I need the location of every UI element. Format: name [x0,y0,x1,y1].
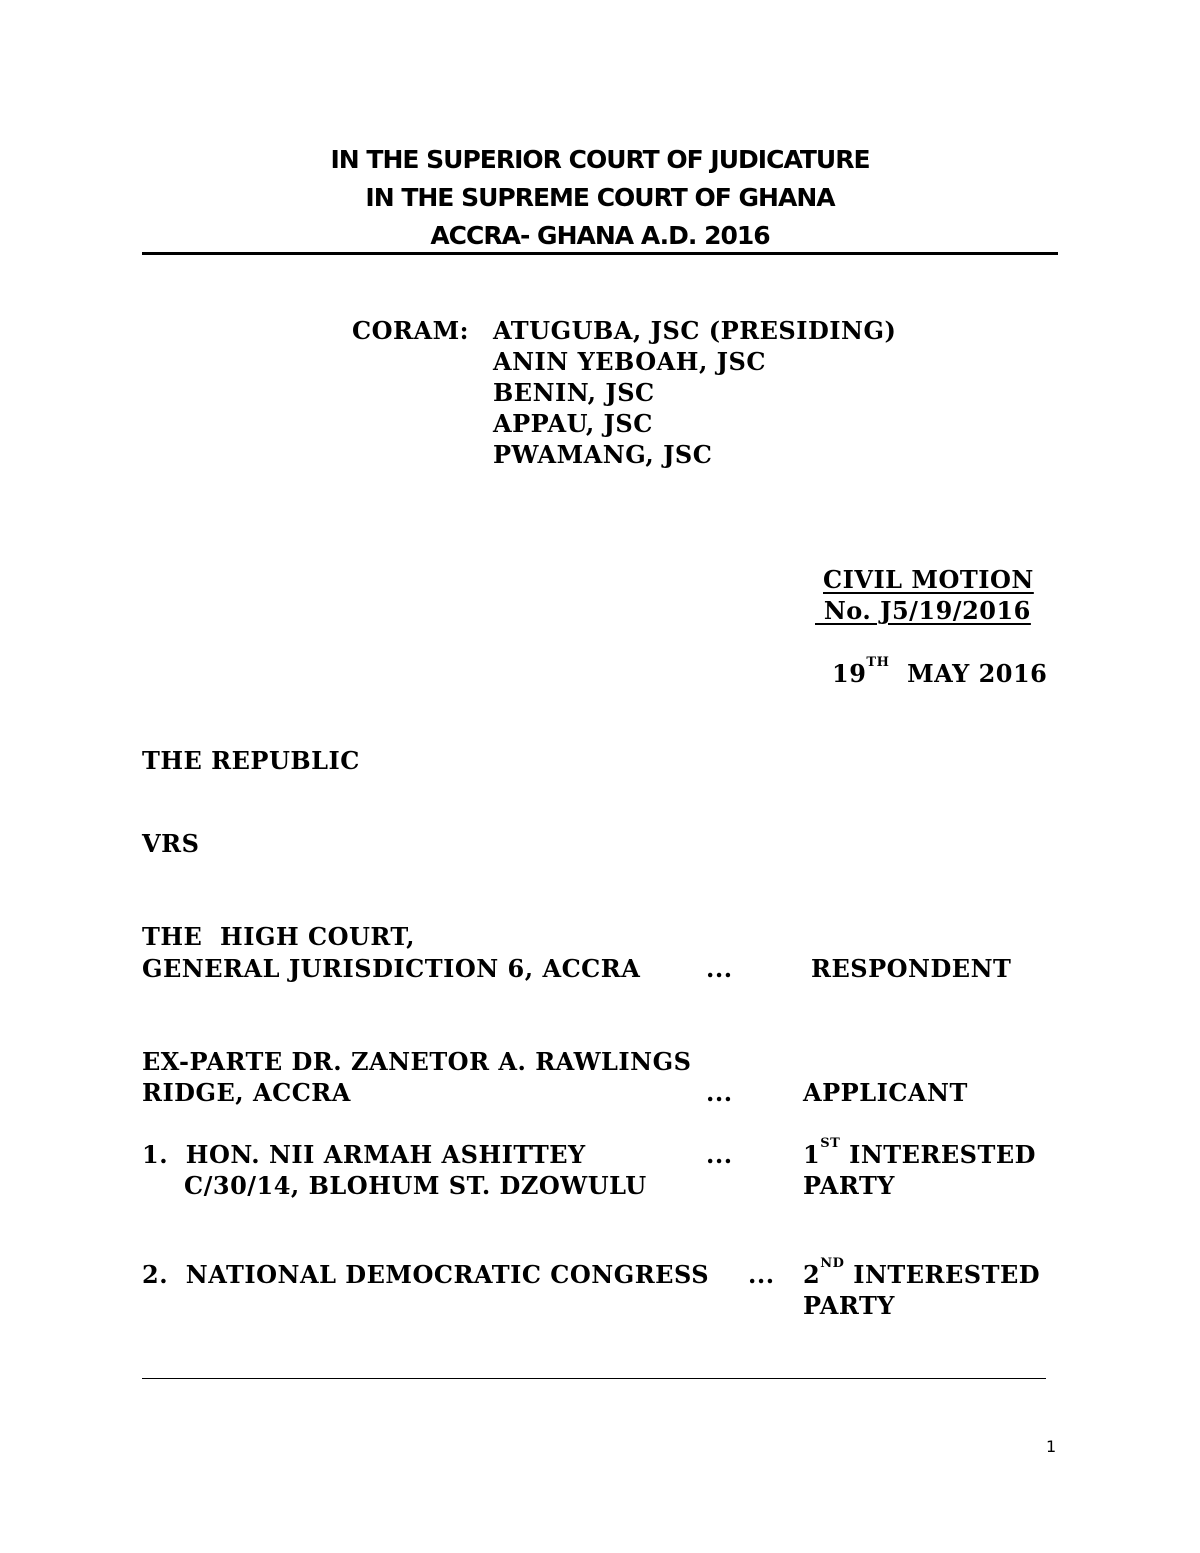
header-rule [142,252,1058,255]
interested-party-1-role: 1ST INTERESTED [803,1136,1036,1169]
interested-party-1-role-line-2: PARTY [803,1171,895,1200]
applicant-address: RIDGE, ACCRA [142,1078,351,1107]
closing-rule [142,1378,1046,1379]
court-header-line-3: ACCRA- GHANA A.D. 2016 [430,221,770,250]
coram-judge-3: BENIN, JSC [493,378,655,407]
respondent-dots: ... [706,954,733,983]
interested-party-1-dots: ... [706,1140,733,1169]
versus-label: VRS [142,829,200,858]
page-number: 1 [1046,1437,1057,1456]
coram-label: CORAM: [352,316,469,345]
respondent-role: RESPONDENT [811,954,1012,983]
applicant-name: EX-PARTE DR. ZANETOR A. RAWLINGS [142,1047,692,1076]
party-the-republic: THE REPUBLIC [142,746,360,775]
case-number: No. J5/19/2016 [815,596,1031,625]
applicant-dots: ... [706,1078,733,1107]
coram-judge-5: PWAMANG, JSC [493,440,713,469]
coram-judge-2: ANIN YEBOAH, JSC [493,347,766,376]
respondent-name: THE HIGH COURT, [142,922,416,951]
court-header-line-2: IN THE SUPREME COURT OF GHANA [365,183,835,212]
respondent-jurisdiction: GENERAL JURISDICTION 6, ACCRA [142,954,641,983]
court-header-line-1: IN THE SUPERIOR COURT OF JUDICATURE [330,145,870,174]
civil-motion-label: CIVIL MOTION [823,565,1034,594]
interested-party-2-role-line-2: PARTY [803,1291,895,1320]
coram-judge-4: APPAU, JSC [493,409,653,438]
applicant-role: APPLICANT [803,1078,968,1107]
interested-party-1-name: 1. HON. NII ARMAH ASHITTEY [142,1140,586,1169]
interested-party-1-address: C/30/14, BLOHUM ST. DZOWULU [184,1171,647,1200]
hearing-date: 19TH MAY 2016 [832,655,1048,688]
interested-party-2-dots: ... [748,1260,775,1289]
interested-party-2-role: 2ND INTERESTED [803,1256,1041,1289]
coram-judge-1: ATUGUBA, JSC (PRESIDING) [493,316,897,345]
interested-party-2-name: 2. NATIONAL DEMOCRATIC CONGRESS [142,1260,710,1289]
